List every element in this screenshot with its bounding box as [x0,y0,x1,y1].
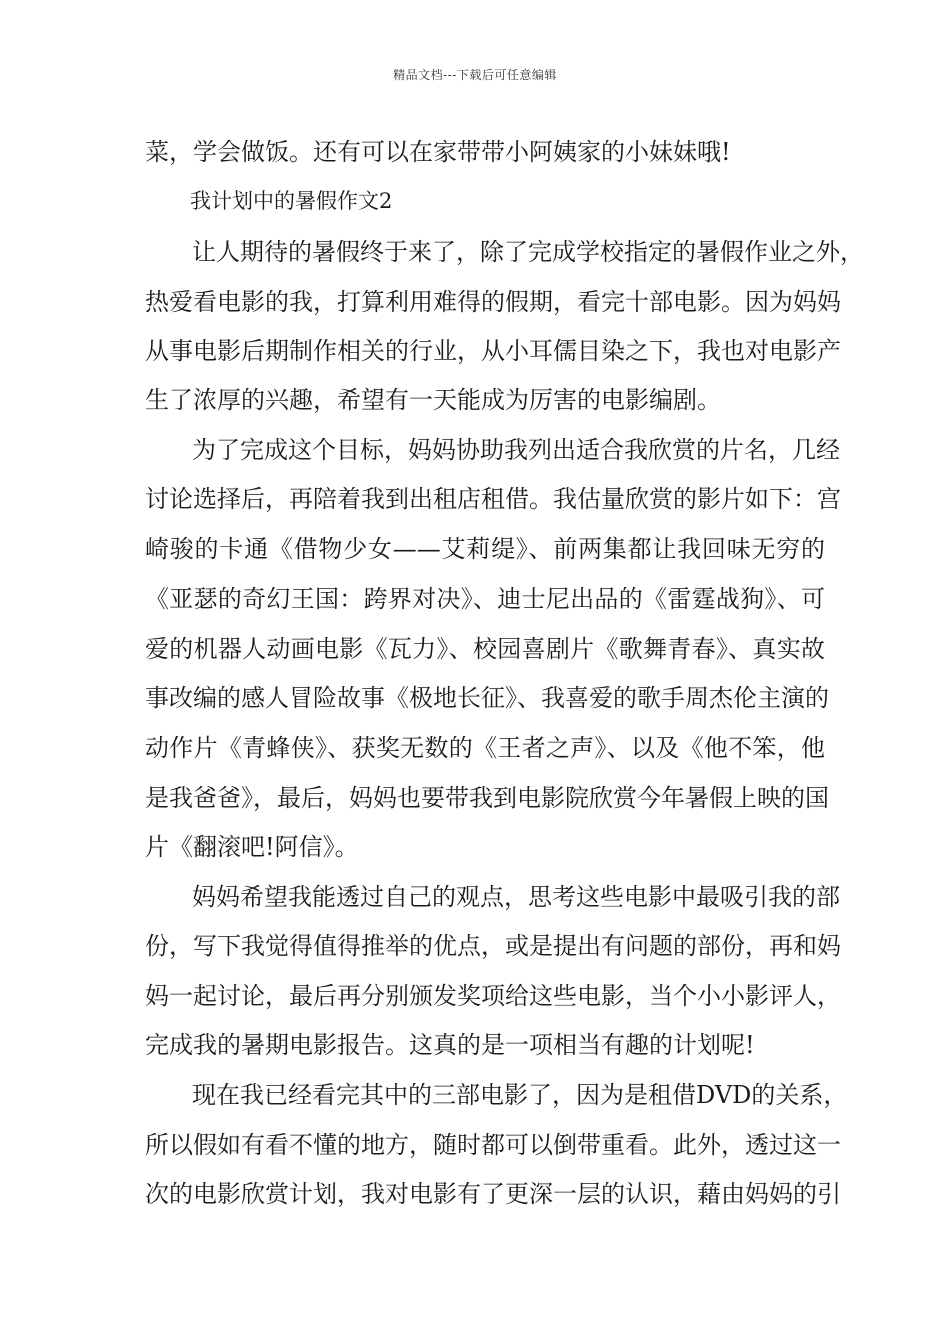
text-line: 妈妈希望我能透过自己的观点，思考这些电影中最吸引我的部 [192,883,840,911]
text-line: 菜，学会做饭。还有可以在家带带小阿姨家的小妹妹哦! [145,138,731,166]
text-line: 现在我已经看完其中的三部电影了，因为是租借DVD的关系， [192,1081,848,1109]
text-line: 次的电影欣赏计划，我对电影有了更深一层的认识，藉由妈妈的引 [145,1180,841,1208]
text-line: 妈一起讨论，最后再分别颁发奖项给这些电影，当个小小影评人， [145,982,841,1010]
text-line: 完成我的暑期电影报告。这真的是一项相当有趣的计划呢! [145,1031,755,1059]
text-line: 崎骏的卡通《借物少女——艾莉缇》、前两集都让我回味无穷的 [145,535,825,563]
text-line: 所以假如有看不懂的地方，随时都可以倒带重看。此外，透过这一 [145,1131,841,1159]
text-line: 从事电影后期制作相关的行业，从小耳儒目染之下，我也对电影产 [145,337,841,365]
text-line: 热爱看电影的我，打算利用难得的假期，看完十部电影。因为妈妈 [145,288,841,316]
text-line: 生了浓厚的兴趣，希望有一天能成为厉害的电影编剧。 [145,386,721,414]
text-line: 讨论选择后，再陪着我到出租店租借。我估量欣赏的影片如下：宫 [145,485,841,513]
text-line: 动作片《青蜂侠》、获奖无数的《王者之声》、以及《他不笨，他 [145,734,825,762]
text-line: 份，写下我觉得值得推举的优点，或是提出有问题的部份，再和妈 [145,932,841,960]
text-line: 《亚瑟的奇幻王国：跨界对决》、迪士尼出品的《雷霆战狗》、可 [145,585,825,613]
page-header: 精品文档---下载后可任意编辑 [393,68,557,82]
text-line: 是我爸爸》，最后，妈妈也要带我到电影院欣赏今年暑假上映的国 [145,784,829,812]
text-line: 爱的机器人动画电影《瓦力》、校园喜剧片《歌舞青春》、真实故 [145,635,825,663]
text-line: 片《翻滚吧!阿信》。 [145,833,359,861]
text-line: 让人期待的暑假终于来了，除了完成学校指定的暑假作业之外， [192,238,864,266]
section-title: 我计划中的暑假作文2 [190,189,393,213]
text-line: 事改编的感人冒险故事《极地长征》、我喜爱的歌手周杰伦主演的 [145,684,829,712]
text-line: 为了完成这个目标，妈妈协助我列出适合我欣赏的片名，几经 [192,436,840,464]
